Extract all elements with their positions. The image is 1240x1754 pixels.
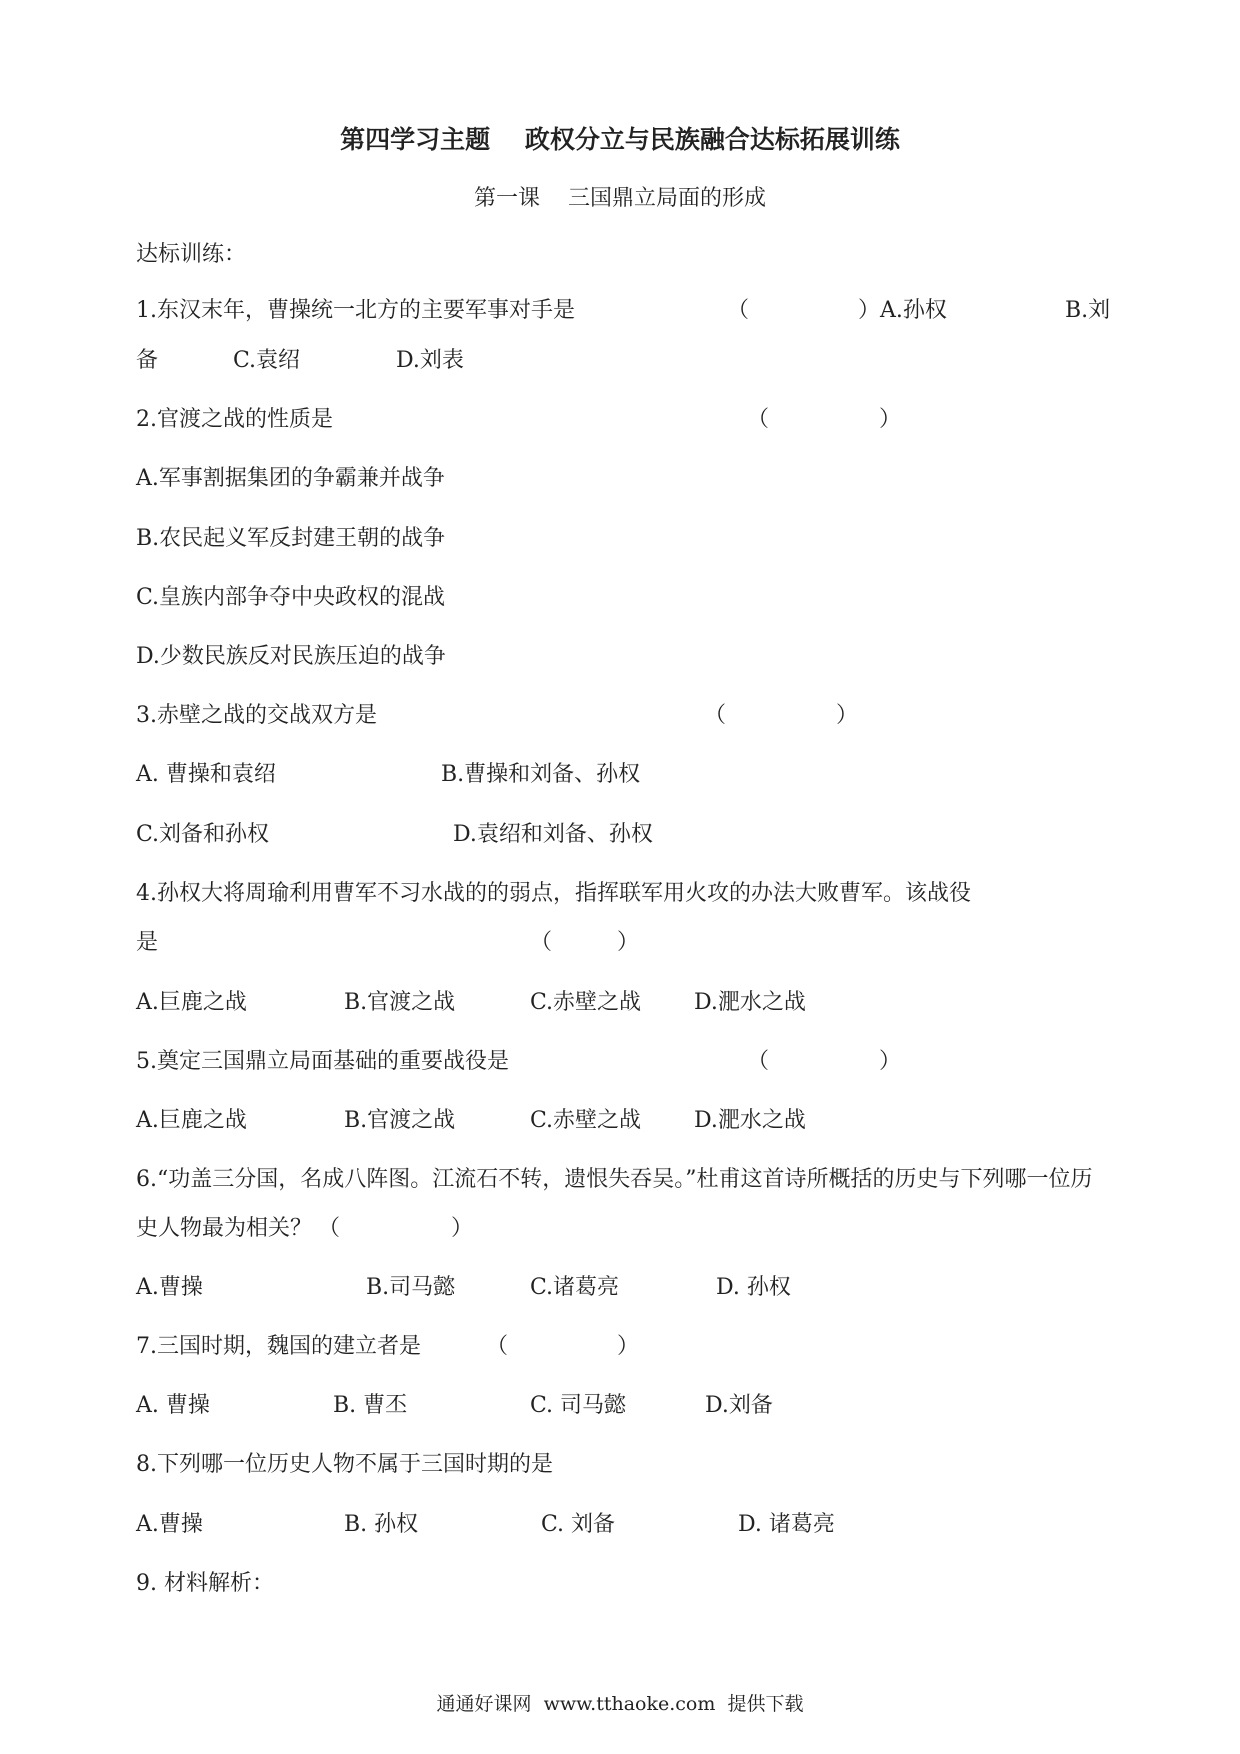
question-7-option-a: A. 曹操 bbox=[136, 1393, 210, 1418]
question-3-paren-open: （ bbox=[704, 703, 727, 728]
question-7-paren-close: ） bbox=[617, 1334, 640, 1359]
footer-source: 通通好课网 www.tthaoke.com 提供下载 bbox=[436, 1693, 804, 1715]
question-2-paren-open: （ bbox=[747, 407, 770, 432]
question-7-option-c: C. 司马懿 bbox=[530, 1393, 627, 1418]
question-4-option-c: C.赤壁之战 bbox=[530, 990, 642, 1015]
question-7-paren-open: （ bbox=[486, 1334, 509, 1359]
question-1-paren-close: ） bbox=[858, 298, 881, 323]
question-4-option-a: A.巨鹿之战 bbox=[136, 990, 247, 1015]
question-1-option-b: B.刘 bbox=[1065, 298, 1111, 323]
question-2-option-d: D.少数民族反对民族压迫的战争 bbox=[136, 644, 446, 669]
question-1-option-b-cont: 备 bbox=[136, 348, 159, 373]
question-4-paren-open: （ bbox=[530, 930, 553, 955]
question-4-option-b: B.官渡之战 bbox=[344, 990, 456, 1015]
page-title: 第四学习主题 政权分立与民族融合达标拓展训练 bbox=[340, 125, 900, 154]
question-6-paren-close: ） bbox=[451, 1216, 474, 1241]
question-5-option-d: D.淝水之战 bbox=[694, 1108, 806, 1133]
question-8-stem: 8.下列哪一位历史人物不属于三国时期的是 bbox=[136, 1452, 553, 1477]
question-2-option-c: C.皇族内部争夺中央政权的混战 bbox=[136, 585, 446, 610]
lesson-title: 第一课 三国鼎立局面的形成 bbox=[474, 186, 766, 211]
question-1-stem: 1.东汉末年，曹操统一北方的主要军事对手是 bbox=[136, 298, 575, 323]
question-4-stem: 4.孙权大将周瑜利用曹军不习水战的的弱点，指挥联军用火攻的办法大败曹军。该战役 bbox=[136, 881, 971, 906]
question-5-stem: 5.奠定三国鼎立局面基础的重要战役是 bbox=[136, 1049, 509, 1074]
question-5-paren-open: （ bbox=[747, 1049, 770, 1074]
question-6-stem: 6.“功盖三分国，名成八阵图。江流石不转，遗恨失吞吴。”杜甫这首诗所概括的历史与下列哪一位历 bbox=[136, 1167, 1093, 1192]
question-8-option-b: B. 孙权 bbox=[344, 1512, 419, 1537]
question-8-option-c: C. 刘备 bbox=[541, 1512, 616, 1537]
question-3-option-a: A. 曹操和袁绍 bbox=[136, 762, 276, 787]
question-4-paren-close: ） bbox=[617, 930, 640, 955]
question-3-option-d: D.袁绍和刘备、孙权 bbox=[453, 822, 653, 847]
question-9-stem: 9. 材料解析： bbox=[136, 1571, 274, 1596]
question-1-option-d: D.刘表 bbox=[396, 348, 464, 373]
question-1-option-c: C.袁绍 bbox=[233, 348, 301, 373]
question-8-option-d: D. 诸葛亮 bbox=[738, 1512, 835, 1537]
question-1-option-a: A.孙权 bbox=[880, 298, 947, 323]
question-5-option-b: B.官渡之战 bbox=[344, 1108, 456, 1133]
section-label: 达标训练： bbox=[136, 242, 247, 267]
question-2-paren-close: ） bbox=[879, 407, 902, 432]
question-3-option-c: C.刘备和孙权 bbox=[136, 822, 270, 847]
question-5-option-c: C.赤壁之战 bbox=[530, 1108, 642, 1133]
question-2-stem: 2.官渡之战的性质是 bbox=[136, 407, 333, 432]
question-5-paren-close: ） bbox=[879, 1049, 902, 1074]
question-5-option-a: A.巨鹿之战 bbox=[136, 1108, 247, 1133]
question-4-stem-cont: 是 bbox=[136, 930, 159, 955]
question-6-option-b: B.司马懿 bbox=[366, 1275, 456, 1300]
question-6-option-d: D. 孙权 bbox=[716, 1275, 791, 1300]
question-2-option-b: B.农民起义军反封建王朝的战争 bbox=[136, 526, 446, 551]
question-3-option-b: B.曹操和刘备、孙权 bbox=[441, 762, 641, 787]
question-6-paren-open: （ bbox=[318, 1216, 341, 1241]
question-8-option-a: A.曹操 bbox=[136, 1512, 203, 1537]
question-3-stem: 3.赤壁之战的交战双方是 bbox=[136, 703, 377, 728]
question-7-option-d: D.刘备 bbox=[705, 1393, 773, 1418]
question-6-option-a: A.曹操 bbox=[136, 1275, 203, 1300]
question-4-option-d: D.淝水之战 bbox=[694, 990, 806, 1015]
question-7-stem: 7.三国时期，魏国的建立者是 bbox=[136, 1334, 421, 1359]
question-6-option-c: C.诸葛亮 bbox=[530, 1275, 620, 1300]
question-2-option-a: A.军事割据集团的争霸兼并战争 bbox=[136, 466, 445, 491]
question-7-option-b: B. 曹丕 bbox=[333, 1393, 408, 1418]
question-6-stem-cont: 史人物最为相关？ bbox=[136, 1216, 313, 1241]
question-1-paren-open: （ bbox=[727, 298, 750, 323]
question-3-paren-close: ） bbox=[836, 703, 859, 728]
